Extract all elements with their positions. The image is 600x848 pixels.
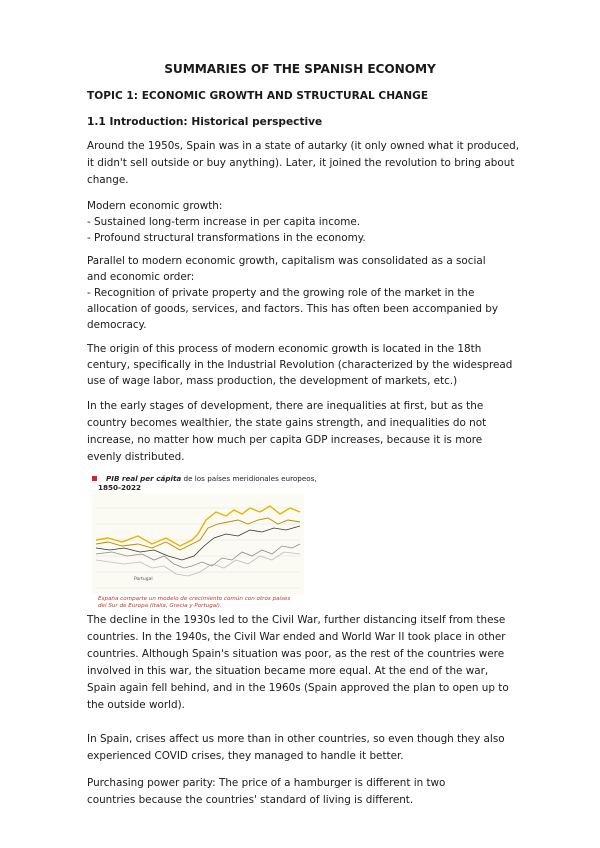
paragraph-modern-growth [87,198,527,246]
text-line: country becomes wealthier, the state gains strength, and inequalities do not [87,417,487,429]
figure-title [106,474,317,483]
text-line: Purchasing power parity: The price of a hamburger is different in two [87,777,446,789]
figure-years: 1850-2022 [98,483,141,492]
text-line: Around the 1950s, Spain was in a state of autarky (it only owned what it produced, [87,140,520,152]
text-line: The origin of this process of modern economic growth is located in the 18th [87,343,482,355]
text-line: evenly distributed. [87,451,185,463]
series-label: Portugal [134,577,153,582]
text-line: In the early stages of development, there are inequalities at first, but as the [87,400,484,412]
gdp-per-capita-figure [92,474,317,614]
text-line: countries. Although Spain's situation was poor, as the rest of the countries were [87,648,505,660]
text-line: and economic order: [87,271,195,283]
text-line: In Spain, crises affect us more than in other countries, so even though they also [87,733,505,745]
text-line: it didn't sell outside or buy anything). Later, it joined the revolution to bring about [87,157,515,169]
text-line: increase, no matter how much per capita GDP increases, because it is more [87,434,483,446]
text-line: countries. In the 1940s, the Civil War ended and World War II took place in other [87,631,506,643]
caption-line: del Sur de Europa (Italia, Grecia y Portugal). [98,603,222,609]
text-line: use of wage labor, mass production, the development of markets, etc.) [87,375,458,387]
figure-caption [98,596,298,610]
section-heading: 1.1 Introduction: Historical perspective [87,116,323,128]
text-line: allocation of goods, services, and factors. This has often been accompanied by [87,303,498,315]
text-line: Spain again fell behind, and in the 1960s (Spain approved the plan to open up to [87,682,509,694]
text-line: Parallel to modern economic growth, capitalism was consolidated as a social [87,255,486,267]
text-line: the outside world). [87,699,185,711]
text-line: countries because the countries' standard of living is different. [87,794,414,806]
text-line: democracy. [87,319,147,331]
text-line: change. [87,174,129,186]
text-line: - Profound structural transformations in the economy. [87,232,366,244]
document-title: SUMMARIES OF THE SPANISH ECONOMY [164,62,436,76]
paragraph-inequalities [87,398,527,466]
paragraph-ppp [87,775,527,809]
topic-heading: TOPIC 1: ECONOMIC GROWTH AND STRUCTURAL CHANGE [87,90,429,102]
caption-line: España comparte un modelo de crecimiento común con otros países [98,596,291,602]
figure-title-bold: PIB real per cápita [106,474,182,483]
red-bullet-icon [92,476,97,481]
paragraph-capitalism [87,253,527,333]
text-line: Modern economic growth: [87,200,223,212]
paragraph-civil-war [87,612,527,714]
text-line: experienced COVID crises, they managed to handle it better. [87,750,404,762]
paragraph-industrial-revolution [87,341,527,389]
paragraph-autarky [87,138,527,189]
text-line: The decline in the 1930s led to the Civil War, further distancing itself from these [87,614,506,626]
text-line: involved in this war, the situation became more equal. At the end of the war, [87,665,489,677]
figure-title-rest: de los países meridionales europeos, [181,474,317,483]
paragraph-crises [87,731,527,765]
text-line: - Recognition of private property and the growing role of the market in the [87,287,475,299]
figure-chart [92,494,304,594]
text-line: - Sustained long-term increase in per capita income. [87,216,361,228]
text-line: century, specifically in the Industrial Revolution (characterized by the widespread [87,359,513,371]
